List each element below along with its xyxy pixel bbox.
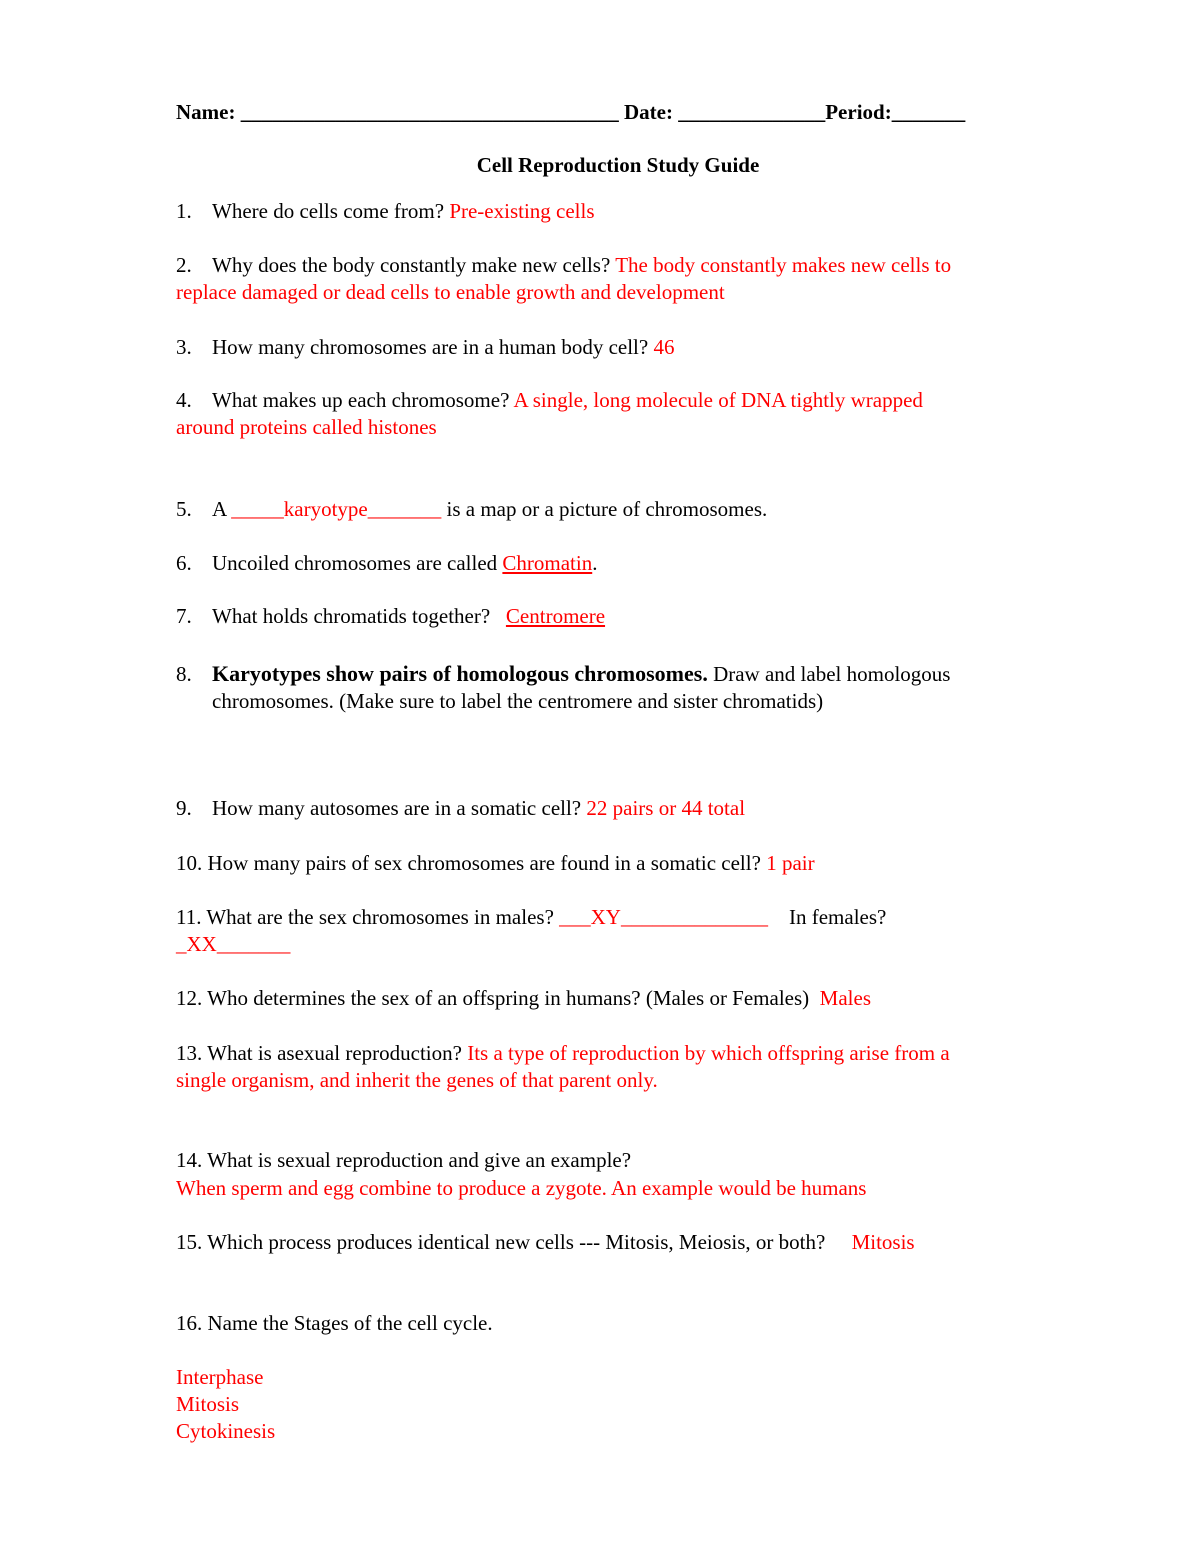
answer-text: When sperm and egg combine to produce a zygote. An example would be humans <box>176 1176 867 1200</box>
name-label: Name: <box>176 100 236 124</box>
question-text: How many autosomes are in a somatic cell? <box>212 796 582 820</box>
question-text: What holds chromatids together? <box>212 604 491 628</box>
question-text: 16. Name the Stages of the cell cycle. <box>176 1311 493 1335</box>
date-label: Date: <box>623 100 673 124</box>
question-number: 9. <box>176 796 192 820</box>
question-text: 14. What is sexual reproduction and give an example? <box>176 1148 632 1172</box>
period-blank[interactable]: _______ <box>891 100 966 124</box>
female-label: In females? <box>788 905 887 929</box>
header-line <box>176 99 965 126</box>
answer-text: 46 <box>653 335 675 359</box>
question-10 <box>176 850 815 877</box>
question-number: 8. <box>176 662 192 686</box>
male-answer: ___XY______________ <box>559 905 768 929</box>
question-13 <box>176 1040 950 1067</box>
name-blank[interactable]: ____________________________________ <box>240 100 619 124</box>
answer-continuation: single organism, and inherit the genes of that parent only. <box>176 1068 658 1092</box>
question-11 <box>176 904 886 931</box>
question-text: What makes up each chromosome? <box>212 388 510 412</box>
question-text: 10. How many pairs of sex chromosomes are found in a somatic cell? <box>176 851 761 875</box>
question-5 <box>176 496 767 523</box>
question-text: 15. Which process produces identical new cells --- Mitosis, Meiosis, or both? <box>176 1230 826 1254</box>
answer-text: A single, long molecule of DNA tightly wrapped <box>513 388 923 412</box>
stage-item: Cytokinesis <box>176 1419 276 1443</box>
question-number: 5. <box>176 497 192 521</box>
answer-continuation: around proteins called histones <box>176 415 437 439</box>
answer-text: Males <box>819 986 871 1010</box>
question-15 <box>176 1229 915 1256</box>
question-number: 2. <box>176 253 192 277</box>
answer-text: Mitosis <box>851 1230 915 1254</box>
question-7 <box>176 603 605 630</box>
period-label: Period: <box>825 100 892 124</box>
question-text: 12. Who determines the sex of an offspring in humans? (Males or Females) <box>176 986 810 1010</box>
question-number: 7. <box>176 604 192 628</box>
question-2 <box>176 252 951 279</box>
question-text: A <box>212 497 227 521</box>
question-number: 3. <box>176 335 192 359</box>
question-number: 4. <box>176 388 192 412</box>
question-text: Draw and label homologous <box>713 662 951 686</box>
page-title: Cell Reproduction Study Guide <box>476 153 760 177</box>
question-text: Why does the body constantly make new cells? <box>212 253 611 277</box>
question-text: How many chromosomes are in a human body cell? <box>212 335 649 359</box>
answer-text: The body constantly makes new cells to <box>615 253 952 277</box>
question-text: Where do cells come from? <box>212 199 445 223</box>
question-4 <box>176 387 923 414</box>
question-continuation: chromosomes. (Make sure to label the centromere and sister chromatids) <box>212 689 824 713</box>
answer-text: 22 pairs or 44 total <box>586 796 746 820</box>
question-16 <box>176 1310 493 1337</box>
answer-text: Its a type of reproduction by which offspring arise from a <box>467 1041 950 1065</box>
question-9 <box>176 795 745 822</box>
answer-text: Pre-existing cells <box>449 199 595 223</box>
answer-text: 1 pair <box>766 851 815 875</box>
question-text: 13. What is asexual reproduction? <box>176 1041 462 1065</box>
question-text: Uncoiled chromosomes are called <box>212 551 498 575</box>
stage-item: Mitosis <box>176 1392 240 1416</box>
answer-text: Chromatin <box>502 551 593 575</box>
stage-item: Interphase <box>176 1365 264 1389</box>
date-blank[interactable]: ______________ <box>678 100 826 124</box>
question-14 <box>176 1147 631 1174</box>
question-text: 11. What are the sex chromosomes in males? <box>176 905 554 929</box>
question-8 <box>176 660 950 688</box>
answer-blank: _____karyotype_______ <box>231 497 442 521</box>
question-12 <box>176 985 871 1012</box>
female-answer: _XX_______ <box>176 932 291 956</box>
answer-text: Centromere <box>505 604 606 628</box>
question-3 <box>176 334 674 361</box>
question-text-end: is a map or a picture of chromosomes. <box>446 497 768 521</box>
answer-continuation: replace damaged or dead cells to enable growth and development <box>176 280 725 304</box>
question-bold-text: Karyotypes show pairs of homologous chromosomes. <box>212 661 708 686</box>
period-mark: . <box>592 551 598 575</box>
question-number: 1. <box>176 199 192 223</box>
question-6 <box>176 550 597 577</box>
question-number: 6. <box>176 551 192 575</box>
question-1 <box>176 198 595 225</box>
